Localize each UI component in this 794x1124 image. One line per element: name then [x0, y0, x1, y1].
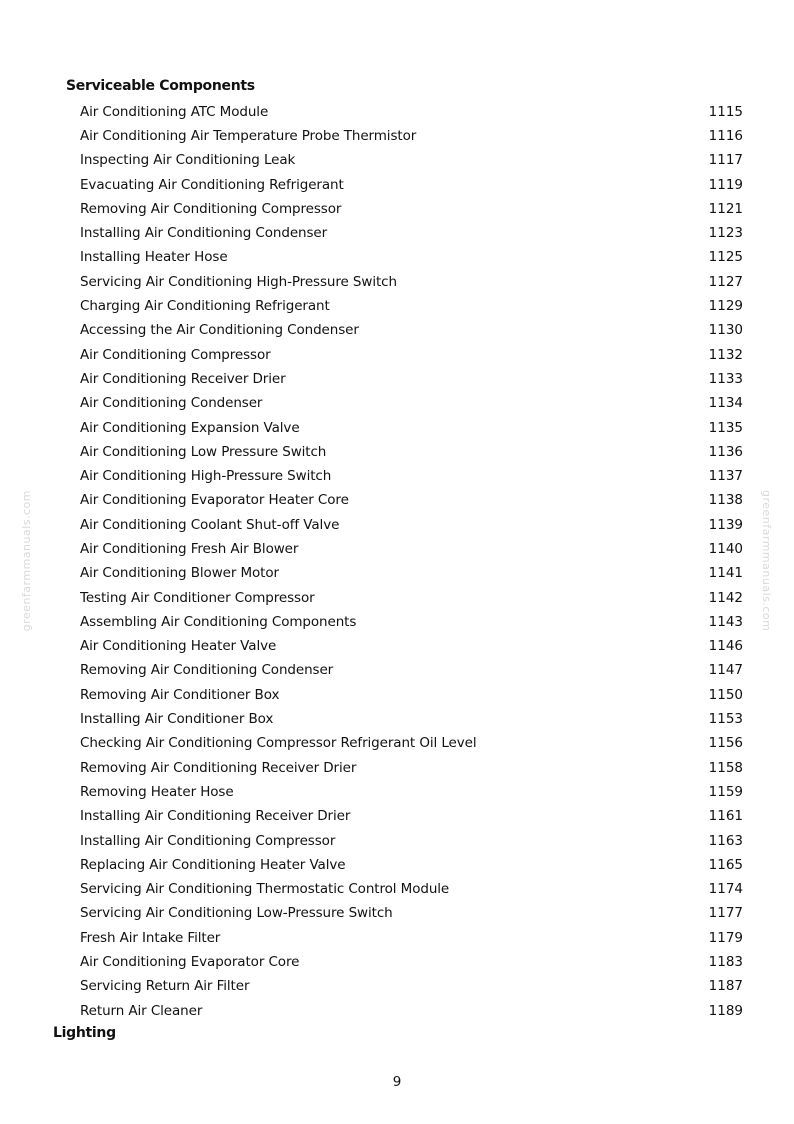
- toc-entry-title: Air Conditioning Compressor: [80, 346, 271, 363]
- toc-entry[interactable]: [80, 974, 743, 998]
- watermark-left: greenfarmmanuals.com: [20, 490, 33, 632]
- toc-entry[interactable]: [80, 172, 743, 196]
- toc-entry-page: 1136: [708, 443, 743, 460]
- toc-entry[interactable]: [80, 731, 743, 755]
- toc-entry-page: 1163: [708, 832, 743, 849]
- toc-entry-page: 1143: [708, 613, 743, 630]
- toc-entry[interactable]: [80, 124, 743, 148]
- toc-entry-page: 1133: [708, 370, 743, 387]
- toc-entry-page: 1189: [708, 1002, 743, 1019]
- toc-entry-title: Installing Air Conditioning Receiver Drier: [80, 808, 351, 825]
- toc-entry[interactable]: [80, 513, 743, 537]
- toc-entry-page: 1158: [708, 759, 743, 776]
- toc-entry-title: Air Conditioning Air Temperature Probe Thermistor: [80, 127, 417, 144]
- toc-entry-title: Servicing Air Conditioning Thermostatic Control Module: [80, 881, 450, 898]
- toc-entry[interactable]: [80, 342, 743, 366]
- toc-entry-page: 1159: [708, 783, 743, 800]
- toc-entry-title: Removing Air Conditioning Condenser: [80, 662, 334, 679]
- toc-entry-page: 1137: [708, 468, 743, 485]
- toc-entry-title: Air Conditioning Blower Motor: [80, 565, 279, 582]
- toc-entry-title: Evacuating Air Conditioning Refrigerant: [80, 176, 344, 193]
- toc-entry[interactable]: [80, 415, 743, 439]
- toc-entry[interactable]: [80, 294, 743, 318]
- toc-entry[interactable]: [80, 585, 743, 609]
- toc-entry-title: Testing Air Conditioner Compressor: [80, 589, 315, 606]
- toc-entry[interactable]: [80, 391, 743, 415]
- toc-entry-title: Installing Air Conditioning Compressor: [80, 832, 336, 849]
- toc-entry-page: 1121: [708, 200, 743, 217]
- toc-entry-page: 1156: [708, 735, 743, 752]
- toc-entry-page: 1187: [708, 978, 743, 995]
- toc-entry[interactable]: [80, 877, 743, 901]
- toc-entry-page: 1116: [708, 127, 743, 144]
- toc-entry-page: 1127: [708, 273, 743, 290]
- toc-entry-page: 1150: [708, 686, 743, 703]
- toc-entry-title: Removing Heater Hose: [80, 783, 234, 800]
- toc-entry[interactable]: [80, 950, 743, 974]
- toc-entry-page: 1117: [708, 152, 743, 169]
- table-of-contents: [80, 100, 743, 1023]
- toc-entry-page: 1183: [708, 954, 743, 971]
- toc-entry[interactable]: [80, 464, 743, 488]
- toc-entry-title: Assembling Air Conditioning Components: [80, 613, 357, 630]
- section-heading-serviceable-components: Serviceable Components: [66, 78, 255, 94]
- toc-entry-page: 1142: [708, 589, 743, 606]
- toc-entry-title: Servicing Air Conditioning High-Pressure Switch: [80, 273, 397, 290]
- toc-entry-title: Checking Air Conditioning Compressor Refrigerant Oil Level: [80, 735, 477, 752]
- toc-entry[interactable]: [80, 707, 743, 731]
- toc-entry-page: 1140: [708, 540, 743, 557]
- toc-entry[interactable]: [80, 221, 743, 245]
- toc-entry[interactable]: [80, 245, 743, 269]
- toc-entry[interactable]: [80, 440, 743, 464]
- toc-entry-page: 1135: [708, 419, 743, 436]
- toc-entry-title: Servicing Air Conditioning Low-Pressure Switch: [80, 905, 393, 922]
- toc-entry[interactable]: [80, 367, 743, 391]
- toc-entry-title: Air Conditioning High-Pressure Switch: [80, 468, 332, 485]
- toc-entry[interactable]: [80, 488, 743, 512]
- toc-entry-page: 1179: [708, 929, 743, 946]
- toc-entry-title: Air Conditioning Evaporator Heater Core: [80, 492, 349, 509]
- toc-entry-page: 1146: [708, 638, 743, 655]
- toc-entry-title: Air Conditioning Low Pressure Switch: [80, 443, 327, 460]
- toc-entry[interactable]: [80, 197, 743, 221]
- toc-entry-page: 1177: [708, 905, 743, 922]
- toc-entry-page: 1165: [708, 856, 743, 873]
- toc-entry-title: Return Air Cleaner: [80, 1002, 203, 1019]
- toc-entry-page: 1147: [708, 662, 743, 679]
- toc-entry[interactable]: [80, 658, 743, 682]
- toc-entry-title: Removing Air Conditioner Box: [80, 686, 280, 703]
- toc-entry-title: Replacing Air Conditioning Heater Valve: [80, 856, 346, 873]
- toc-entry-page: 1141: [708, 565, 743, 582]
- toc-entry-page: 1119: [708, 176, 743, 193]
- toc-entry-title: Air Conditioning Heater Valve: [80, 638, 277, 655]
- toc-entry-page: 1123: [708, 225, 743, 242]
- toc-entry-title: Air Conditioning Receiver Drier: [80, 370, 286, 387]
- toc-entry-title: Removing Air Conditioning Receiver Drier: [80, 759, 357, 776]
- toc-entry-page: 1115: [708, 103, 743, 120]
- toc-entry[interactable]: [80, 926, 743, 950]
- toc-entry[interactable]: [80, 828, 743, 852]
- toc-entry[interactable]: [80, 318, 743, 342]
- toc-entry[interactable]: [80, 780, 743, 804]
- toc-entry[interactable]: [80, 270, 743, 294]
- toc-entry[interactable]: [80, 901, 743, 925]
- toc-entry-page: 1125: [708, 249, 743, 266]
- toc-entry-title: Installing Air Conditioner Box: [80, 711, 274, 728]
- toc-entry-page: 1138: [708, 492, 743, 509]
- toc-entry[interactable]: [80, 610, 743, 634]
- section-heading-lighting: Lighting: [53, 1025, 116, 1041]
- toc-entry[interactable]: [80, 853, 743, 877]
- toc-entry-title: Inspecting Air Conditioning Leak: [80, 152, 296, 169]
- toc-entry-page: 1161: [708, 808, 743, 825]
- toc-entry-page: 1130: [708, 322, 743, 339]
- toc-entry-title: Installing Heater Hose: [80, 249, 228, 266]
- toc-entry[interactable]: [80, 537, 743, 561]
- toc-entry-title: Accessing the Air Conditioning Condenser: [80, 322, 359, 339]
- page-number: 9: [392, 1074, 402, 1090]
- toc-entry-title: Air Conditioning ATC Module: [80, 103, 269, 120]
- toc-entry-title: Servicing Return Air Filter: [80, 978, 250, 995]
- toc-entry-page: 1132: [708, 346, 743, 363]
- toc-entry-title: Removing Air Conditioning Compressor: [80, 200, 342, 217]
- toc-entry-title: Air Conditioning Fresh Air Blower: [80, 540, 299, 557]
- toc-entry-title: Installing Air Conditioning Condenser: [80, 225, 328, 242]
- toc-entry-page: 1174: [708, 881, 743, 898]
- toc-entry-title: Air Conditioning Coolant Shut-off Valve: [80, 516, 340, 533]
- toc-entry-title: Air Conditioning Condenser: [80, 395, 263, 412]
- toc-entry[interactable]: [80, 756, 743, 780]
- toc-entry[interactable]: [80, 634, 743, 658]
- toc-entry[interactable]: [80, 804, 743, 828]
- toc-entry-title: Charging Air Conditioning Refrigerant: [80, 298, 330, 315]
- toc-entry[interactable]: [80, 561, 743, 585]
- toc-entry-page: 1139: [708, 516, 743, 533]
- toc-entry[interactable]: [80, 998, 743, 1022]
- toc-entry-title: Air Conditioning Expansion Valve: [80, 419, 300, 436]
- toc-entry[interactable]: [80, 148, 743, 172]
- toc-entry-page: 1129: [708, 298, 743, 315]
- toc-entry-title: Fresh Air Intake Filter: [80, 929, 221, 946]
- watermark-right: greenfarmmanuals.com: [760, 490, 773, 632]
- toc-entry[interactable]: [80, 683, 743, 707]
- toc-entry-page: 1153: [708, 711, 743, 728]
- toc-entry[interactable]: [80, 100, 743, 124]
- toc-entry-page: 1134: [708, 395, 743, 412]
- toc-entry-title: Air Conditioning Evaporator Core: [80, 954, 300, 971]
